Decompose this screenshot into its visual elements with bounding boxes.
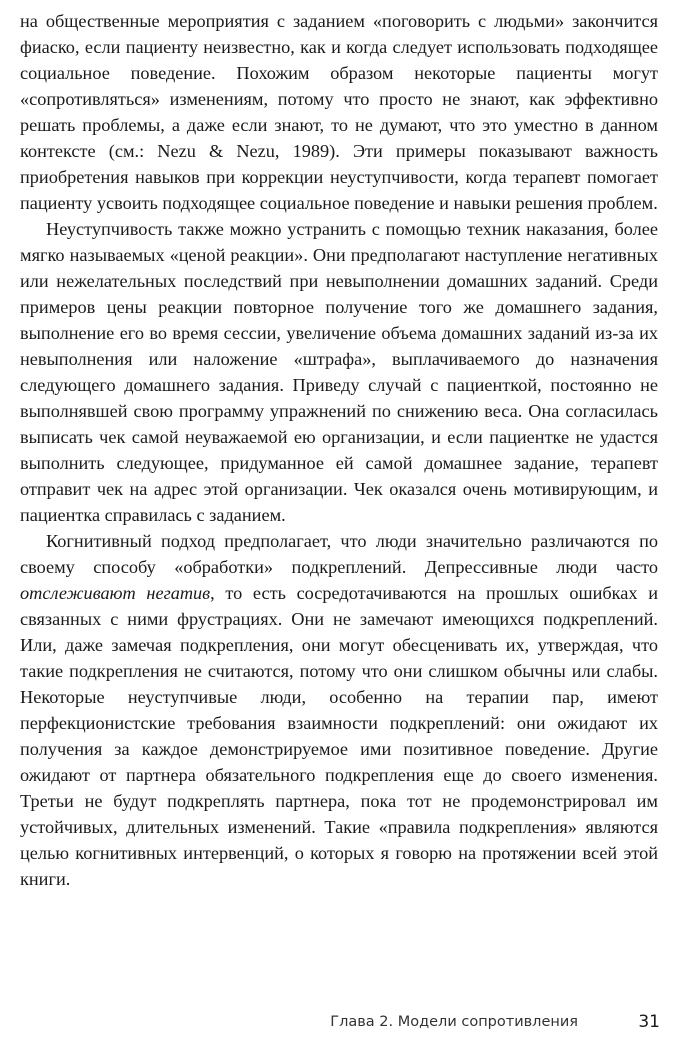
- paragraph-1: на общественные мероприятия с заданием «поговорить с людьми» закончится фиаско, если пациенту неизвестно, как и когда следует использовать подходящее социальное поведение. Похожим образом некоторые пациенты могут «сопротивляться» изменениям, потому что просто не знают, как эффективно решать проблемы, а даже если знают, то не думают, что это уместно в данном контексте (см.: Nezu & Nezu, 1989). Эти примеры показывают важность приобретения навыков при коррекции неуступчивости, когда терапевт помогает пациенту усвоить подходящее социальное поведение и навыки решения проблем.: [20, 11, 658, 213]
- page-footer: [0, 1012, 676, 1036]
- paragraph-3-emphasis: отслеживают негатив: [20, 583, 211, 603]
- body-text: [20, 8, 658, 892]
- page-number: 31: [638, 1012, 660, 1032]
- paragraph-3-text-before: Когнитивный подход предполагает, что люди значительно различаются по своему способу «обработки» подкреплений. Депрессивные люди часто: [20, 531, 658, 577]
- paragraph-3-text-after: , то есть сосредотачиваются на прошлых ошибках и связанных с ними фрустрациях. Они не замечают имеющихся подкреплений. Или, даже замечая подкрепления, они могут обесценивать их, утверждая, что такие подкрепления не считаются, потому что они слишком обычны или слабы. Некоторые неуступчивые люди, особенно на терапии пар, имеют перфекционистские требования взаимности подкреплений: они ожидают их получения за каждое демонстрируемое ими позитивное поведение. Другие ожидают от партнера обязательного подкрепления еще до своего изменения. Третьи не будут подкреплять партнера, пока тот не продемонстрировал им устойчивых, длительных изменений. Такие «правила подкрепления» являются целью когнитивных интервенций, о которых я говорю на протяжении всей этой книги.: [20, 583, 658, 889]
- paragraph-3: [20, 528, 658, 892]
- paragraph-2: Неуступчивость также можно устранить с помощью техник наказания, более мягко называемых «ценой реакции». Они предполагают наступление негативных или нежелательных последствий при невыполнении домашних заданий. Среди примеров цены реакции повторное получение того же домашнего задания, выполнение его во время сессии, увеличение объема домашних заданий из-за их невыполнения или наложение «штрафа», выплачиваемого до назначения следующего домашнего задания. Приведу случай с пациенткой, постоянно не выполнявшей свою программу упражнений по снижению веса. Она согласилась выписать чек самой неуважаемой ею организации, и если пациентке не удастся выполнить следующее, придуманное ей самой домашнее задание, терапевт отправит чек на адрес этой организации. Чек оказался очень мотивирующим, и пациентка справилась с заданием.: [20, 219, 658, 525]
- running-head: Глава 2. Модели сопротивления: [330, 1014, 578, 1030]
